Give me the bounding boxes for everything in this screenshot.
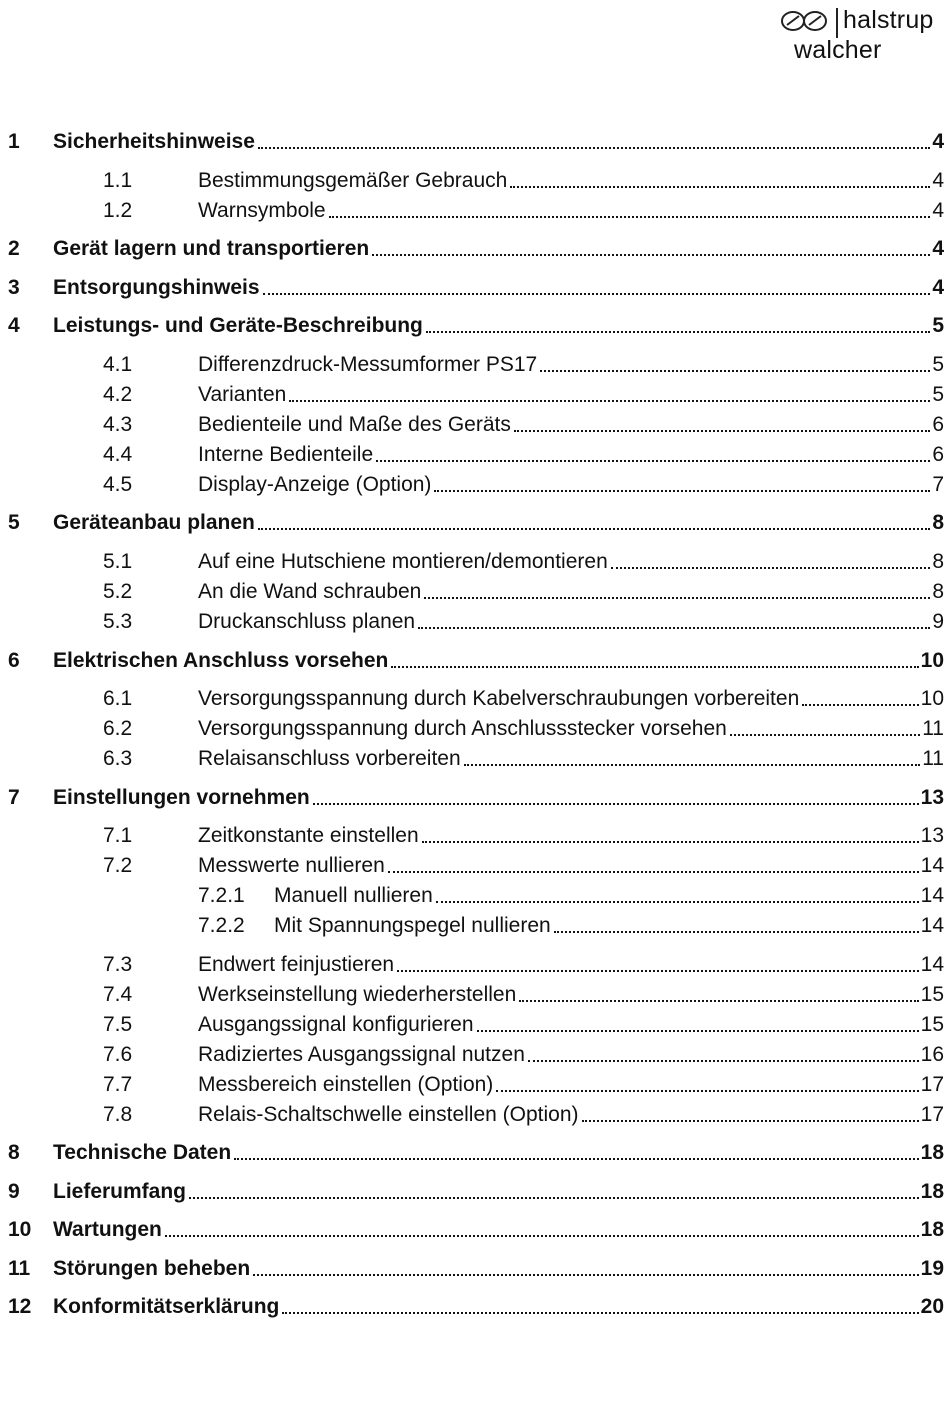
toc-entry[interactable] [0,574,944,604]
toc-entry[interactable] [0,124,944,154]
toc-entry[interactable] [0,231,944,261]
toc-entry-number: 5 [8,511,20,534]
toc-entry[interactable] [0,1289,944,1319]
toc-entry-number: 9 [8,1180,20,1203]
toc-entry-page: 13 [920,786,944,809]
toc-dot-leader [422,841,919,843]
toc-entry-page: 18 [920,1180,944,1203]
logo-text-walcher: walcher [794,36,882,64]
toc-dot-leader [554,931,919,933]
toc-entry-page: 4 [932,276,944,299]
toc-entry-number: 8 [8,1141,20,1164]
toc-entry[interactable] [0,1174,944,1204]
toc-entry[interactable] [0,270,944,300]
toc-entry-page: 10 [920,649,944,672]
toc-dot-leader [234,1158,918,1160]
toc-dot-leader [376,460,930,462]
toc-dot-leader [424,597,930,599]
toc-entry-number: 5.3 [103,610,133,633]
toc-entry-number: 1 [8,130,20,153]
toc-entry-title: Technische Daten [53,1141,232,1164]
toc-entry-number: 6.3 [103,747,133,770]
toc-entry[interactable] [0,1067,944,1097]
toc-entry-title: Bestimmungsgemäßer Gebrauch [198,169,508,192]
toc-entry-title: Lieferumfang [53,1180,187,1203]
toc-entry-number: 2 [8,237,20,260]
toc-entry-page: 18 [920,1218,944,1241]
toc-entry-title: Radiziertes Ausgangssignal nutzen [198,1043,525,1066]
toc-entry-number: 3 [8,276,20,299]
toc-entry-page: 4 [932,169,944,192]
toc-entry-number: 6.2 [103,717,133,740]
toc-dot-leader [289,400,930,402]
toc-entry-number: 12 [8,1295,32,1318]
toc-entry-title: Bedienteile und Maße des Geräts [198,413,511,436]
toc-entry-title: Manuell nullieren [274,884,433,907]
toc-entry-page: 11 [922,717,944,740]
toc-entry[interactable] [0,780,944,810]
toc-entry[interactable] [0,818,944,848]
toc-dot-leader [519,1000,918,1002]
toc-dot-leader [391,666,918,668]
toc-entry-title: Entsorgungshinweis [53,276,260,299]
toc-dot-leader [263,293,931,295]
toc-entry-title: Ausgangssignal konfigurieren [198,1013,474,1036]
toc-entry-page: 11 [922,747,944,770]
toc-entry[interactable] [0,681,944,711]
toc-entry-title: Leistungs- und Geräte-Beschreibung [53,314,423,337]
toc-entry[interactable] [0,308,944,338]
toc-entry-number: 7.3 [103,953,133,976]
toc-entry-title: Auf eine Hutschiene montieren/demontieren [198,550,608,573]
toc-entry-number: 7.2.1 [198,884,245,907]
toc-entry-number: 4.1 [103,353,133,376]
company-logo [780,6,950,66]
toc-entry-page: 7 [932,473,944,496]
toc-entry[interactable] [0,977,944,1007]
toc-dot-leader [388,871,919,873]
toc-entry[interactable] [0,193,944,223]
toc-entry-page: 14 [920,953,944,976]
toc-entry[interactable] [0,741,944,771]
toc-dot-leader [258,528,930,530]
toc-entry-title: Relais-Schaltschwelle einstellen (Option) [198,1103,579,1126]
toc-dot-leader [329,216,931,218]
toc-entry-title: Messwerte nullieren [198,854,385,877]
toc-entry-title: Sicherheitshinweise [53,130,255,153]
toc-entry-number: 7 [8,786,20,809]
toc-entry-number: 7.8 [103,1103,133,1126]
toc-dot-leader [258,147,930,149]
toc-dot-leader [397,970,919,972]
toc-entry-page: 14 [920,884,944,907]
toc-entry[interactable] [0,163,944,193]
toc-entry-page: 18 [920,1141,944,1164]
toc-dot-leader [611,567,931,569]
toc-entry-page: 8 [932,580,944,603]
toc-dot-leader [282,1312,918,1314]
toc-entry-number: 4.2 [103,383,133,406]
toc-entry-number: 4.5 [103,473,133,496]
toc-entry-number: 4.4 [103,443,133,466]
toc-entry-title: Gerät lagern und transportieren [53,237,370,260]
toc-entry-title: Zeitkonstante einstellen [198,824,419,847]
toc-entry-title: Versorgungsspannung durch Anschlussstecker vorsehen [198,717,727,740]
toc-entry-page: 8 [932,550,944,573]
toc-entry-page: 14 [920,914,944,937]
toc-entry[interactable] [0,1212,944,1242]
toc-entry-title: Mit Spannungspegel nullieren [274,914,551,937]
toc-entry-page: 15 [920,1013,944,1036]
toc-entry-title: Differenzdruck-Messumformer PS17 [198,353,538,376]
toc-entry-title: Geräteanbau planen [53,511,255,534]
toc-entry-title: Werkseinstellung wiederherstellen [198,983,517,1006]
toc-entry-number: 7.1 [103,824,133,847]
toc-entry-title: Elektrischen Anschluss vorsehen [53,649,389,672]
toc-dot-leader [426,331,930,333]
logo-text-halstrup: halstrup [843,6,934,34]
toc-dot-leader [436,901,919,903]
toc-dot-leader [496,1090,918,1092]
toc-entry-number: 4 [8,314,20,337]
toc-entry-number: 6 [8,649,20,672]
toc-entry[interactable] [0,908,944,938]
toc-entry-title: Einstellungen vornehmen [53,786,310,809]
toc-entry-number: 7.6 [103,1043,133,1066]
toc-entry-title: Relaisanschluss vorbereiten [198,747,461,770]
toc-dot-leader [730,734,920,736]
toc-entry-number: 7.4 [103,983,133,1006]
toc-entry-number: 6.1 [103,687,133,710]
toc-dot-leader [802,704,918,706]
toc-entry-title: Display-Anzeige (Option) [198,473,432,496]
toc-entry-title: Wartungen [53,1218,162,1241]
toc-entry-page: 4 [932,237,944,260]
toc-entry-page: 13 [920,824,944,847]
toc-entry[interactable] [0,848,944,878]
toc-entry-page: 9 [932,610,944,633]
toc-entry-title: Störungen beheben [53,1257,251,1280]
toc-dot-leader [418,627,930,629]
toc-entry-page: 17 [920,1103,944,1126]
toc-entry-title: Druckanschluss planen [198,610,416,633]
toc-entry-title: Endwert feinjustieren [198,953,395,976]
toc-entry-title: Interne Bedienteile [198,443,374,466]
toc-dot-leader [510,186,930,188]
toc-entry-page: 17 [920,1073,944,1096]
toc-entry-number: 1.2 [103,199,133,222]
toc-entry-title: Warnsymbole [198,199,326,222]
toc-entry-page: 19 [920,1257,944,1280]
toc-dot-leader [582,1120,919,1122]
toc-entry[interactable] [0,878,944,908]
toc-entry[interactable] [0,467,944,497]
toc-entry[interactable] [0,711,944,741]
toc-entry[interactable] [0,347,944,377]
toc-entry[interactable] [0,1097,944,1127]
toc-entry[interactable] [0,1135,944,1165]
toc-dot-leader [528,1060,919,1062]
toc-dot-leader [165,1235,919,1237]
toc-dot-leader [372,254,930,256]
toc-dot-leader [313,803,919,805]
toc-entry-page: 8 [932,511,944,534]
toc-entry-number: 11 [8,1257,31,1280]
toc-entry-number: 5.1 [103,550,133,573]
toc-entry-title: Konformitätserklärung [53,1295,280,1318]
toc-dot-leader [540,370,930,372]
toc-entry[interactable] [0,604,944,634]
toc-entry-number: 7.2.2 [198,914,245,937]
toc-entry-page: 16 [920,1043,944,1066]
toc-entry-page: 5 [932,353,944,376]
toc-entry[interactable] [0,407,944,437]
toc-entry-number: 4.3 [103,413,133,436]
toc-entry[interactable] [0,505,944,535]
toc-entry-page: 6 [932,413,944,436]
toc-entry-title: An die Wand schrauben [198,580,422,603]
toc-entry[interactable] [0,1037,944,1067]
toc-dot-leader [253,1274,918,1276]
toc-entry-title: Versorgungsspannung durch Kabelverschraubungen vorbereiten [198,687,800,710]
toc-entry-number: 1.1 [103,169,133,192]
toc-dot-leader [514,430,930,432]
toc-entry-title: Varianten [198,383,287,406]
toc-dot-leader [477,1030,919,1032]
toc-dot-leader [434,490,930,492]
logo-mark-icon [780,8,828,34]
toc-entry-number: 7.7 [103,1073,133,1096]
toc-entry-number: 7.5 [103,1013,133,1036]
toc-entry[interactable] [0,1007,944,1037]
toc-entry-page: 5 [932,383,944,406]
toc-entry-number: 7.2 [103,854,133,877]
toc-entry[interactable] [0,544,944,574]
toc-entry[interactable] [0,1251,944,1281]
toc-entry[interactable] [0,643,944,673]
toc-entry-page: 14 [920,854,944,877]
toc-entry[interactable] [0,947,944,977]
logo-divider [836,8,838,38]
toc-entry-page: 4 [932,130,944,153]
toc-entry-title: Messbereich einstellen (Option) [198,1073,494,1096]
toc-dot-leader [464,764,921,766]
toc-dot-leader [189,1197,919,1199]
toc-entry-page: 15 [920,983,944,1006]
toc-entry-number: 5.2 [103,580,133,603]
toc-entry-page: 20 [920,1295,944,1318]
toc-entry-page: 10 [920,687,944,710]
toc-entry-page: 5 [932,314,944,337]
toc-entry-page: 6 [932,443,944,466]
toc-entry-number: 10 [8,1218,32,1241]
toc-entry[interactable] [0,377,944,407]
toc-entry[interactable] [0,437,944,467]
toc-entry-page: 4 [932,199,944,222]
